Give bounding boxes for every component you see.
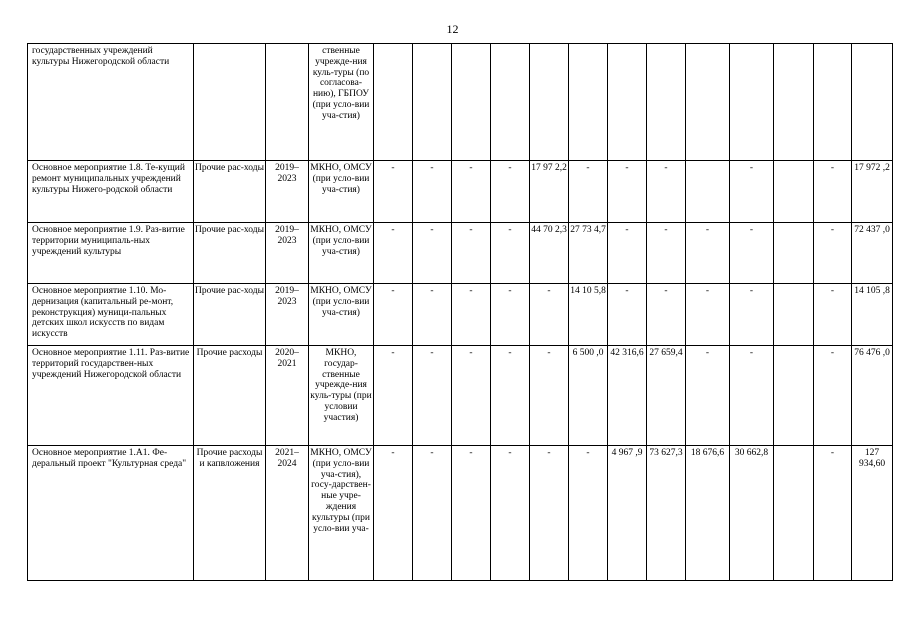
amount-cell [730,44,774,161]
amount-cell: - [730,284,774,346]
amount-cell: - [608,223,647,284]
activity-name-cell: государственных учреждений культуры Нижегородской области [28,44,194,161]
amount-cell: - [814,161,852,223]
amount-cell [569,44,608,161]
amount-cell [452,44,491,161]
amount-cell: - [374,346,413,446]
amount-cell: 27 659,4 [647,346,686,446]
expense-type-cell: Прочие рас-ходы [194,284,266,346]
executor-cell: МКНО, ОМСУ (при усло-вии уча-стия) [309,161,374,223]
period-cell: 2021–2024 [266,446,309,581]
executor-cell: МКНО, ОМСУ (при усло-вии уча-стия) [309,284,374,346]
amount-cell: - [374,446,413,581]
amount-cell: - [730,346,774,446]
amount-cell: - [491,346,530,446]
table-row [28,446,893,581]
amount-cell: - [413,446,452,581]
amount-cell [814,44,852,161]
amount-cell [608,44,647,161]
amount-cell: - [686,223,730,284]
activity-name-cell: Основное мероприятие 1.8. Те-кущий ремонт муниципальных учреждений культуры Нижего-родской области [28,161,194,223]
table-row [28,346,893,446]
expense-type-cell: Прочие рас-ходы [194,161,266,223]
amount-cell: - [730,223,774,284]
amount-cell: - [686,346,730,446]
amount-cell: - [413,161,452,223]
amount-cell: - [730,161,774,223]
executor-cell: ственные учрежде-ния куль-туры (по согласова-нию), ГБПОУ (при усло-вии уча-стия) [309,44,374,161]
amount-cell: - [452,161,491,223]
amount-cell [774,446,814,581]
amount-cell [374,44,413,161]
amount-cell: - [530,346,569,446]
amount-cell: 14 10 5,8 [569,284,608,346]
amount-cell: 14 105 ,8 [852,284,893,346]
amount-cell: - [491,161,530,223]
amount-cell [774,346,814,446]
table-row [28,223,893,284]
amount-cell: 18 676,6 [686,446,730,581]
expense-type-cell: Прочие расходы и капвложения [194,446,266,581]
amount-cell: - [374,284,413,346]
amount-cell: - [491,446,530,581]
amount-cell [774,161,814,223]
amount-cell: - [491,284,530,346]
amount-cell: - [530,284,569,346]
amount-cell: - [686,284,730,346]
page-number: 12 [446,22,459,36]
amount-cell: - [647,223,686,284]
amount-cell: 44 70 2,3 [530,223,569,284]
amount-cell: - [569,446,608,581]
executor-cell: МКНО, государ-ственные учрежде-ния куль-туры (при условии участия) [309,346,374,446]
amount-cell: - [452,446,491,581]
amount-cell [491,44,530,161]
amount-cell: - [530,446,569,581]
period-cell: 2019–2023 [266,284,309,346]
amount-cell: - [491,223,530,284]
amount-cell [774,284,814,346]
amount-cell: - [608,284,647,346]
amount-cell: 30 662,8 [730,446,774,581]
amount-cell: - [647,284,686,346]
amount-cell: - [452,223,491,284]
amount-cell: - [569,161,608,223]
amount-cell: 17 97 2,2 [530,161,569,223]
table-row [28,161,893,223]
amount-cell [686,44,730,161]
activity-name-cell: Основное мероприятие 1.10. Мо-дернизация (капитальный ре-монт, реконструкция) муници-пальных детских школ искусств по видам искусств [28,284,194,346]
table-row [28,284,893,346]
expense-type-cell: Прочие рас-ходы [194,223,266,284]
amount-cell: - [374,223,413,284]
period-cell [266,44,309,161]
amount-cell: - [413,284,452,346]
amount-cell: - [608,161,647,223]
amount-cell: - [452,346,491,446]
amount-cell [647,44,686,161]
amount-cell: 127 934,60 [852,446,893,581]
amount-cell: 4 967 ,9 [608,446,647,581]
amount-cell: - [374,161,413,223]
activity-name-cell: Основное мероприятие 1.А1. Фе-деральный проект "Культурная среда" [28,446,194,581]
amount-cell: - [647,161,686,223]
amount-cell: - [452,284,491,346]
program-table [27,43,893,581]
amount-cell [774,223,814,284]
amount-cell: 73 627,3 [647,446,686,581]
amount-cell: - [413,223,452,284]
amount-cell: 17 972 ,2 [852,161,893,223]
amount-cell: 72 437 ,0 [852,223,893,284]
table-row [28,44,893,161]
amount-cell: 6 500 ,0 [569,346,608,446]
amount-cell: - [814,446,852,581]
amount-cell [852,44,893,161]
amount-cell: - [814,284,852,346]
amount-cell: 27 73 4,7 [569,223,608,284]
amount-cell: - [413,346,452,446]
amount-cell [774,44,814,161]
expense-type-cell [194,44,266,161]
expense-type-cell: Прочие расходы [194,346,266,446]
amount-cell [413,44,452,161]
activity-name-cell: Основное мероприятие 1.9. Раз-витие территории муниципаль-ных учреждений культуры [28,223,194,284]
period-cell: 2019–2023 [266,223,309,284]
period-cell: 2019–2023 [266,161,309,223]
amount-cell [530,44,569,161]
executor-cell: МКНО, ОМСУ (при усло-вии уча-стия), госу-дарствен-ные учре-ждения культуры (при усло-вии уча- [309,446,374,581]
amount-cell: 76 476 ,0 [852,346,893,446]
amount-cell: 42 316,6 [608,346,647,446]
amount-cell [686,161,730,223]
activity-name-cell: Основное мероприятие 1.11. Раз-витие территорий государствен-ных учреждений Нижегородской области [28,346,194,446]
executor-cell: МКНО, ОМСУ (при усло-вии уча-стия) [309,223,374,284]
period-cell: 2020–2021 [266,346,309,446]
amount-cell: - [814,346,852,446]
amount-cell: - [814,223,852,284]
